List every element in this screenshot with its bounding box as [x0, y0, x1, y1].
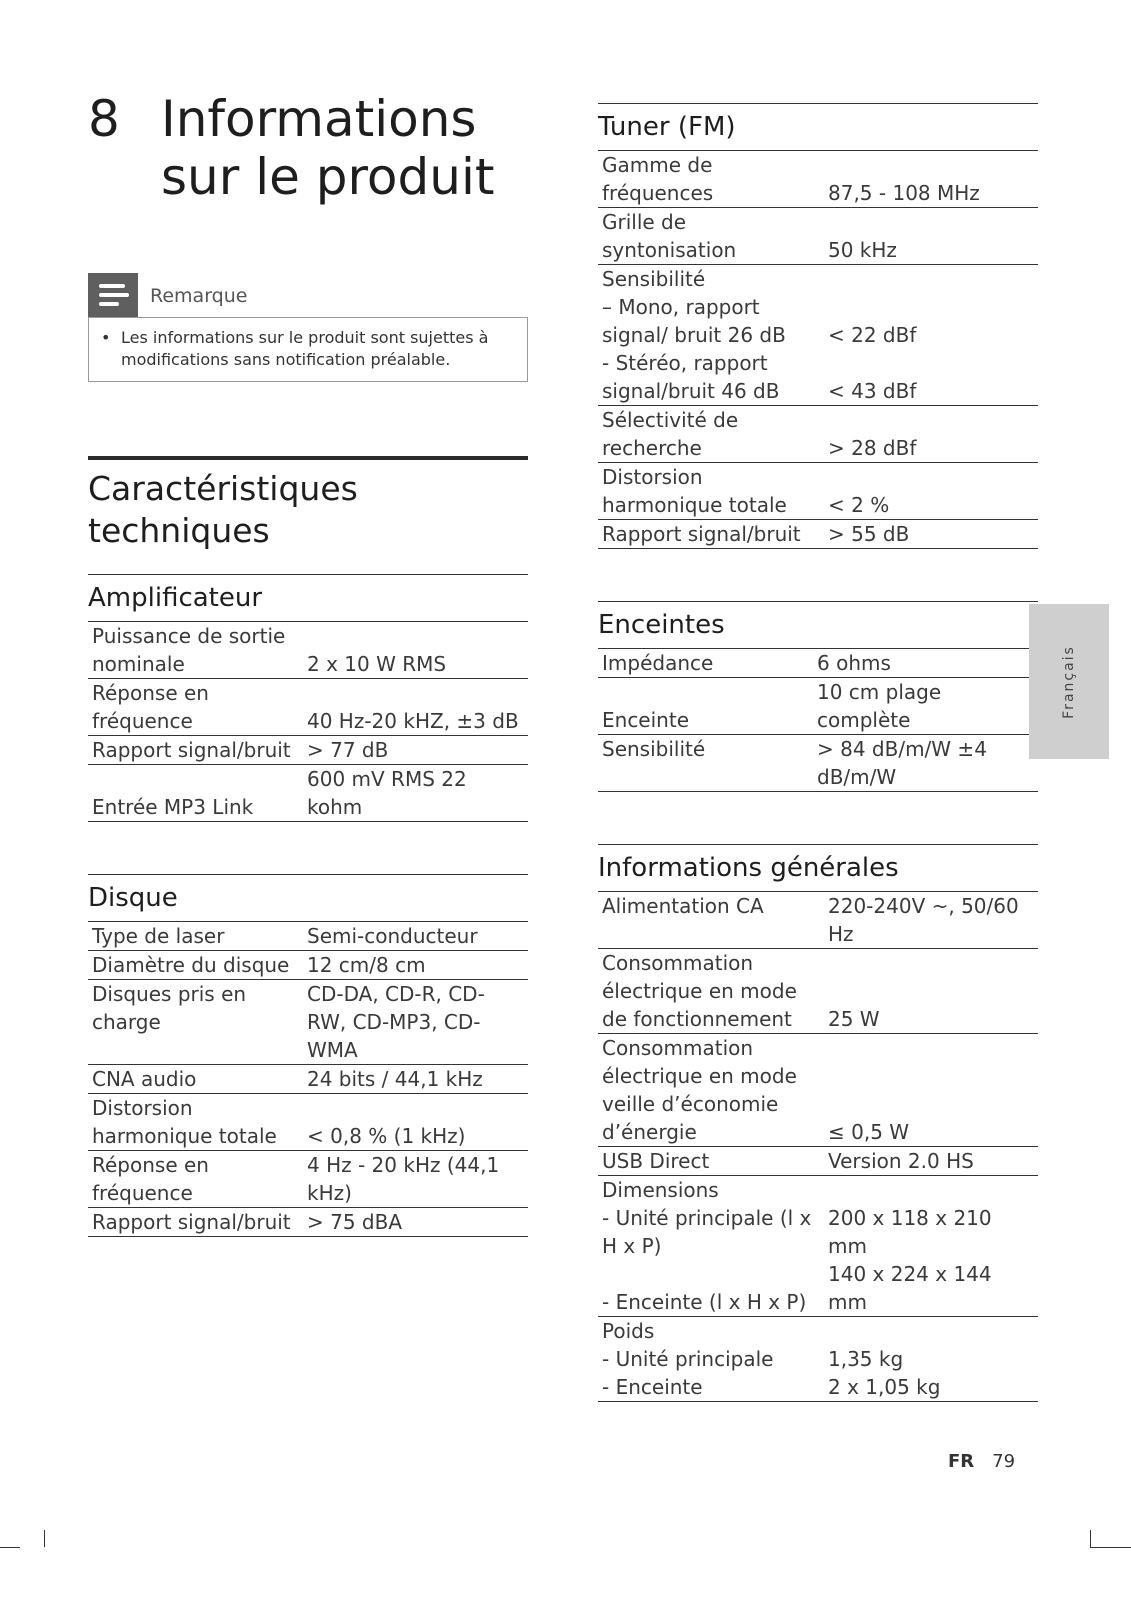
specs-title: Caractéristiques techniques [88, 469, 358, 550]
table-row [598, 406, 1038, 463]
spec-label: Sélectivité de recherche [598, 406, 824, 463]
spec-value: 2 x 10 W RMS [303, 622, 528, 679]
spec-table [88, 922, 528, 1237]
spec-value: 87,5 - 108 MHz [824, 151, 1038, 208]
table-row [598, 293, 1038, 349]
spec-table [598, 151, 1038, 549]
spec-value: CD-DA, CD-R, CD-RW, CD-MP3, CD-WMA [303, 980, 528, 1065]
spec-label: Dimensions [602, 1178, 719, 1202]
spec-label: - Enceinte (l x H x P) [598, 1260, 824, 1317]
spec-value: 2 x 1,05 kg [824, 1373, 1038, 1402]
spec-label: Puissance de sortie nominale [88, 622, 303, 679]
spec-value: 220-240V ~, 50/60 Hz [824, 892, 1038, 949]
section-disque [88, 874, 528, 1237]
table-row [88, 1065, 528, 1094]
crop-mark [1090, 1530, 1091, 1547]
spec-label: CNA audio [88, 1065, 303, 1094]
section-title: Enceintes [598, 602, 1038, 649]
table-row [88, 1151, 528, 1208]
spec-label: – Mono, rapport signal/ bruit 26 dB [602, 295, 786, 347]
spec-table [598, 892, 1038, 1402]
spec-label: Sensibilité [598, 735, 813, 792]
section-title: Tuner (FM) [598, 104, 1038, 151]
spec-label: Réponse en fréquence [88, 1151, 303, 1208]
note-icon [88, 273, 138, 317]
note-item: • Les informations sur le produit sont sujettes à modifications sans notification préalable. [101, 327, 515, 371]
spec-label: Gamme de fréquences [598, 151, 824, 208]
spec-value: > 75 dBA [303, 1208, 528, 1237]
spec-value: < 2 % [824, 463, 1038, 520]
table-row [598, 1317, 1038, 1346]
spec-label: Distorsion harmonique totale [88, 1094, 303, 1151]
table-row [598, 463, 1038, 520]
spec-label: Disques pris en charge [88, 980, 303, 1065]
spec-value: 12 cm/8 cm [303, 951, 528, 980]
spec-value: 4 Hz - 20 kHz (44,1 kHz) [303, 1151, 528, 1208]
table-row [88, 922, 528, 951]
spec-label: Impédance [598, 649, 813, 678]
spec-value: > 77 dB [303, 736, 528, 765]
chapter-number: 8 [88, 90, 120, 148]
table-row [88, 1094, 528, 1151]
table-row [88, 622, 528, 679]
spec-value [824, 1176, 1038, 1205]
spec-label: USB Direct [598, 1147, 824, 1176]
spec-value: 200 x 118 x 210 mm [828, 1206, 992, 1258]
spec-value: > 28 dBf [824, 406, 1038, 463]
section-enceintes [598, 601, 1038, 792]
spec-label: Distorsion harmonique totale [598, 463, 824, 520]
spec-value: < 0,8 % (1 kHz) [303, 1094, 528, 1151]
section-general [598, 844, 1038, 1402]
spec-label: Grille de syntonisation [598, 208, 824, 265]
table-row [598, 1147, 1038, 1176]
spec-value: Semi-conducteur [303, 922, 528, 951]
page-number: 79 [992, 1451, 1016, 1472]
section-tuner [598, 103, 1038, 549]
spec-value: > 84 dB/m/W ±4 dB/m/W [813, 735, 1038, 792]
table-row [598, 1373, 1038, 1402]
language-tab-label: Français [1060, 644, 1077, 719]
table-row [598, 1260, 1038, 1317]
spec-label: Rapport signal/bruit [598, 520, 824, 549]
chapter-title: Informations sur le produit [161, 90, 495, 206]
table-row [598, 678, 1038, 735]
spec-label: Rapport signal/bruit [88, 736, 303, 765]
spec-value: < 22 dBf [828, 323, 917, 347]
spec-value: 600 mV RMS 22 kohm [303, 765, 528, 822]
spec-value: 6 ohms [813, 649, 1038, 678]
table-row [598, 1204, 1038, 1260]
spec-label: Alimentation CA [598, 892, 824, 949]
table-row [88, 980, 528, 1065]
spec-label: Enceinte [598, 678, 813, 735]
table-row [598, 1345, 1038, 1373]
spec-value: 1,35 kg [828, 1347, 904, 1371]
spec-value: ≤ 0,5 W [824, 1034, 1038, 1147]
table-row [598, 349, 1038, 406]
right-column [598, 103, 1038, 1402]
section-title: Disque [88, 875, 528, 922]
spec-value: 24 bits / 44,1 kHz [303, 1065, 528, 1094]
crop-mark [1090, 1547, 1131, 1548]
crop-mark [44, 1530, 45, 1547]
section-title: Amplificateur [88, 575, 528, 622]
spec-value [824, 1317, 1038, 1346]
table-row [88, 1208, 528, 1237]
table-row [88, 765, 528, 822]
table-row [598, 520, 1038, 549]
spec-value [824, 265, 1038, 294]
spec-value: 25 W [824, 949, 1038, 1034]
table-row [598, 735, 1038, 792]
spec-label: Entrée MP3 Link [88, 765, 303, 822]
specs-heading-block [88, 456, 528, 552]
spec-label: - Unité principale (l x H x P) [602, 1206, 812, 1258]
crop-mark [0, 1547, 20, 1548]
spec-label: Rapport signal/bruit [88, 1208, 303, 1237]
spec-table [598, 649, 1038, 792]
spec-label: Consommation électrique en mode de fonctionnement [598, 949, 824, 1034]
table-row [598, 151, 1038, 208]
spec-value: 40 Hz-20 kHZ, ±3 dB [303, 679, 528, 736]
left-column [88, 90, 528, 1237]
note-label: Remarque [150, 285, 248, 307]
spec-label: Type de laser [88, 922, 303, 951]
table-row [598, 649, 1038, 678]
spec-value: < 43 dBf [824, 349, 1038, 406]
table-row [88, 679, 528, 736]
page-footer [948, 1451, 1015, 1472]
table-row [598, 949, 1038, 1034]
spec-label: - Unité principale [602, 1347, 774, 1371]
table-row [598, 892, 1038, 949]
spec-label: Consommation électrique en mode veille d’économie d’énergie [598, 1034, 824, 1147]
spec-value: 10 cm plage complète [813, 678, 1038, 735]
spec-value: > 55 dB [824, 520, 1038, 549]
note-box [88, 273, 528, 382]
table-row [88, 736, 528, 765]
table-row [598, 265, 1038, 294]
spec-label: Réponse en fréquence [88, 679, 303, 736]
spec-label: Diamètre du disque [88, 951, 303, 980]
section-title: Informations générales [598, 845, 1038, 892]
table-row [598, 1034, 1038, 1147]
spec-label: Poids [602, 1319, 655, 1343]
spec-value: Version 2.0 HS [824, 1147, 1038, 1176]
table-row [598, 1176, 1038, 1205]
table-row [598, 208, 1038, 265]
language-tab [1029, 604, 1109, 759]
footer-language: FR [948, 1451, 975, 1472]
spec-value: 50 kHz [824, 208, 1038, 265]
spec-table [88, 622, 528, 822]
section-amplificateur [88, 574, 528, 822]
spec-label: Sensibilité [602, 267, 706, 291]
spec-label: - Stéréo, rapport signal/bruit 46 dB [598, 349, 824, 406]
spec-value: 140 x 224 x 144 mm [824, 1260, 1038, 1317]
spec-label: - Enceinte [598, 1373, 824, 1402]
table-row [88, 951, 528, 980]
chapter-heading [88, 90, 528, 206]
